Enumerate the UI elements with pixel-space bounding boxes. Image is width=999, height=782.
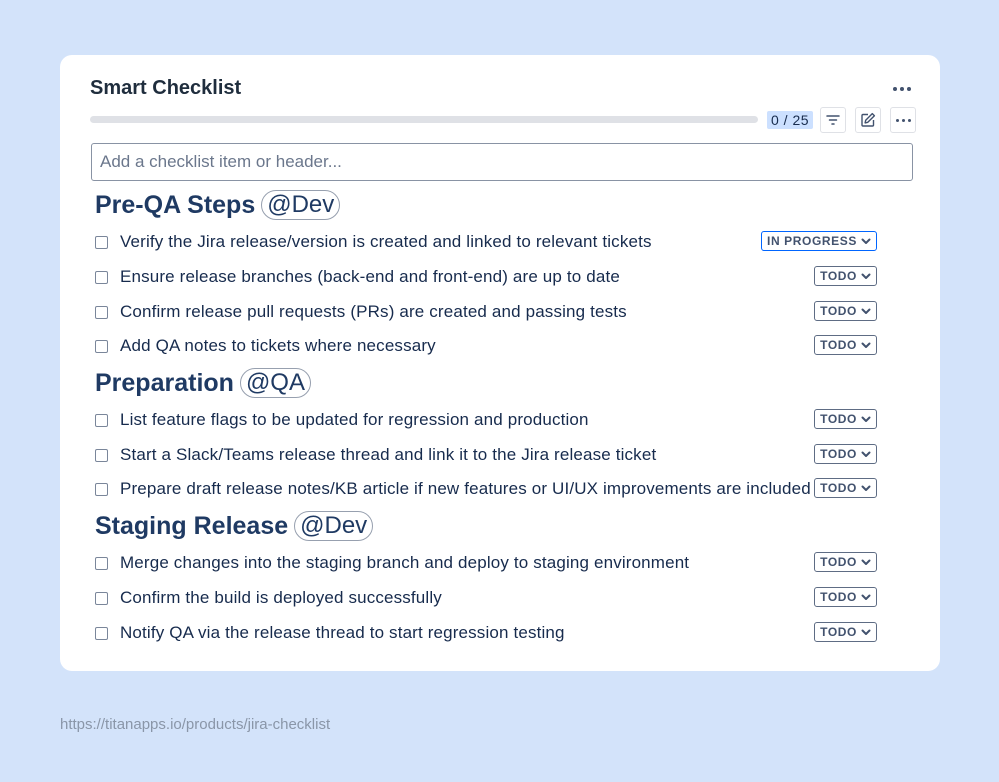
item-checkbox[interactable] <box>95 306 108 319</box>
section-title: Pre-QA Steps <box>95 190 256 219</box>
status-label: TODO <box>820 481 857 495</box>
section-header <box>95 368 311 398</box>
chevron-down-icon <box>861 451 871 458</box>
more-dots-icon <box>893 87 911 91</box>
status-dropdown[interactable] <box>814 266 877 286</box>
section-header <box>95 190 340 220</box>
status-label: TODO <box>820 555 857 569</box>
status-label: TODO <box>820 338 857 352</box>
chevron-down-icon <box>861 559 871 566</box>
status-dropdown[interactable] <box>761 231 877 251</box>
chevron-down-icon <box>861 308 871 315</box>
chevron-down-icon <box>861 273 871 280</box>
item-text[interactable]: Merge changes into the staging branch and deploy to staging environment <box>120 553 690 572</box>
status-dropdown[interactable] <box>814 444 877 464</box>
filter-icon <box>826 114 840 126</box>
item-checkbox[interactable] <box>95 449 108 462</box>
status-label: TODO <box>820 625 857 639</box>
item-text[interactable]: Ensure release branches (back-end and front-end) are up to date <box>120 267 620 286</box>
checklist-item <box>95 230 877 254</box>
status-dropdown[interactable] <box>814 409 877 429</box>
edit-button[interactable] <box>855 107 881 133</box>
status-dropdown[interactable] <box>814 622 877 642</box>
footer-url: https://titanapps.io/products/jira-checklist <box>60 716 331 733</box>
checklist-item <box>95 408 877 432</box>
item-checkbox[interactable] <box>95 557 108 570</box>
status-label: TODO <box>820 269 857 283</box>
progress-row <box>90 107 916 133</box>
section-mention[interactable]: @Dev <box>294 511 373 541</box>
section-mention[interactable]: @QA <box>240 368 311 398</box>
checklist-item <box>95 477 877 501</box>
checklist-item <box>95 265 877 289</box>
section-title: Preparation <box>95 368 234 397</box>
status-dropdown[interactable] <box>814 552 877 572</box>
status-label: TODO <box>820 412 857 426</box>
item-text[interactable]: Notify QA via the release thread to start regression testing <box>120 623 565 642</box>
progress-bar <box>90 116 758 123</box>
more-options-button[interactable] <box>890 107 916 133</box>
status-label: TODO <box>820 304 857 318</box>
item-text[interactable]: Add QA notes to tickets where necessary <box>120 336 436 355</box>
checklist-item <box>95 551 877 575</box>
item-text[interactable]: Confirm release pull requests (PRs) are created and passing tests <box>120 302 627 321</box>
checklist-title: Smart Checklist <box>90 77 242 99</box>
chevron-down-icon <box>861 342 871 349</box>
checklist-item <box>95 443 877 467</box>
checklist-item <box>95 300 877 324</box>
status-dropdown[interactable] <box>814 301 877 321</box>
status-dropdown[interactable] <box>814 478 877 498</box>
edit-icon <box>860 112 876 128</box>
item-checkbox[interactable] <box>95 236 108 249</box>
progress-count: 0 / 25 <box>767 111 813 129</box>
add-item-input[interactable] <box>91 143 913 181</box>
item-text[interactable]: List feature flags to be updated for regression and production <box>120 410 589 429</box>
item-checkbox[interactable] <box>95 414 108 427</box>
item-checkbox[interactable] <box>95 340 108 353</box>
section-header <box>95 511 373 541</box>
status-label: TODO <box>820 447 857 461</box>
filter-button[interactable] <box>820 107 846 133</box>
smart-checklist-card <box>60 55 940 671</box>
chevron-down-icon <box>861 485 871 492</box>
item-text[interactable]: Prepare draft release notes/KB article if new features or UI/UX improvements are included <box>120 479 811 498</box>
checklist-item <box>95 334 877 358</box>
checklist-item <box>95 621 877 645</box>
more-dots-icon <box>896 119 911 122</box>
chevron-down-icon <box>861 238 871 245</box>
status-dropdown[interactable] <box>814 335 877 355</box>
chevron-down-icon <box>861 594 871 601</box>
item-checkbox[interactable] <box>95 271 108 284</box>
chevron-down-icon <box>861 416 871 423</box>
status-dropdown[interactable] <box>814 587 877 607</box>
checklist-item <box>95 586 877 610</box>
section-title: Staging Release <box>95 511 289 540</box>
item-checkbox[interactable] <box>95 592 108 605</box>
status-label: IN PROGRESS <box>767 234 857 248</box>
item-text[interactable]: Start a Slack/Teams release thread and link it to the Jira release ticket <box>120 445 657 464</box>
item-text[interactable]: Confirm the build is deployed successfully <box>120 588 442 607</box>
checklist-menu-button[interactable] <box>890 77 914 101</box>
item-checkbox[interactable] <box>95 627 108 640</box>
section-mention[interactable]: @Dev <box>261 190 340 220</box>
status-label: TODO <box>820 590 857 604</box>
item-checkbox[interactable] <box>95 483 108 496</box>
chevron-down-icon <box>861 629 871 636</box>
item-text[interactable]: Verify the Jira release/version is created and linked to relevant tickets <box>120 232 652 251</box>
